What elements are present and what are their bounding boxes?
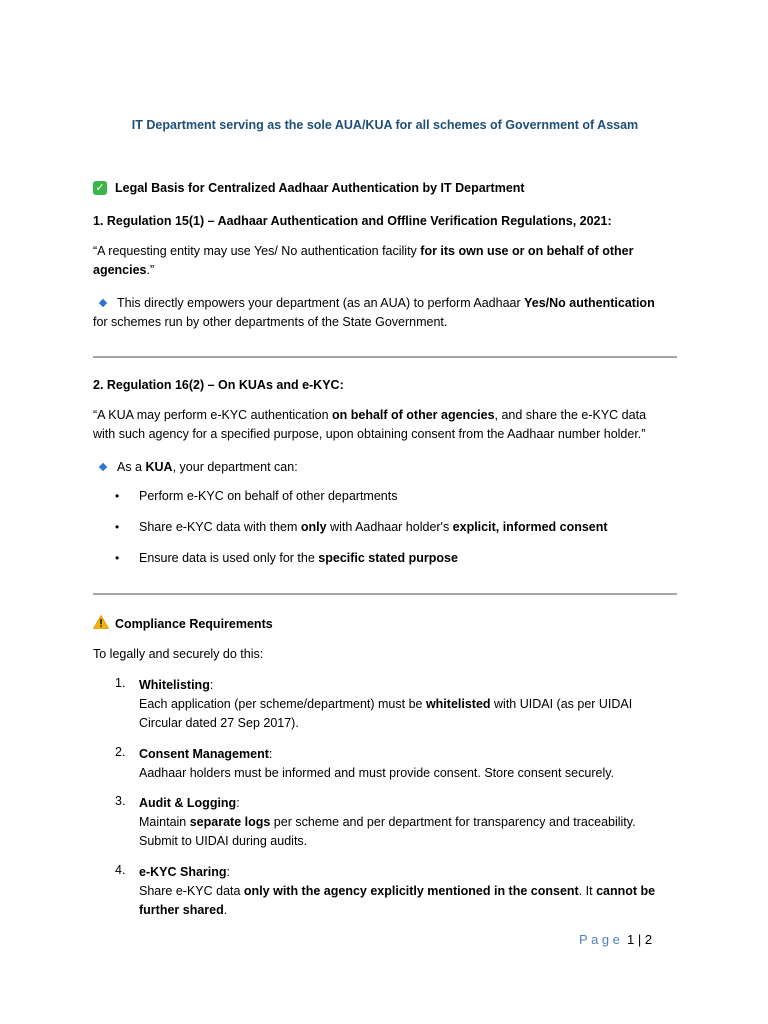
document-title: IT Department serving as the sole AUA/KUA for all schemes of Government of Assam (131, 118, 639, 132)
list-item: • Perform e-KYC on behalf of other departments (115, 489, 398, 503)
legal-basis-heading-text: Legal Basis for Centralized Aadhaar Authentication by IT Department (115, 181, 525, 195)
compliance-item-whitelisting: Whitelisting: Each application (per scheme/department) must be whitelisted with UIDAI (as per UIDAI Circular dated 27 Sep 2017). (139, 678, 633, 730)
compliance-item-audit: Audit & Logging: Maintain separate logs per scheme and per department for transparency and traceability. Submit to UIDAI during audits. (139, 796, 636, 848)
list-item: • Ensure data is used only for the specific stated purpose (115, 551, 458, 565)
regulation-15-heading: 1. Regulation 15(1) – Aadhaar Authentication and Offline Verification Regulations, 2021: (93, 214, 612, 228)
page-footer (579, 932, 652, 947)
warning-icon (93, 615, 109, 632)
compliance-item-consent: Consent Management: Aadhaar holders must be informed and must provide consent. Store consent securely. (139, 747, 615, 780)
legal-basis-heading (93, 181, 525, 195)
compliance-item-ekyc-sharing: e-KYC Sharing: Share e-KYC data only with the agency explicitly mentioned in the consent. It cannot be further shared. (139, 865, 656, 917)
regulation-15-quote: “A requesting entity may use Yes/ No authentication facility for its own use or on behalf of other agencies.” (93, 244, 634, 277)
bullet-dot-icon: • (115, 489, 120, 503)
diamond-bullet-icon (99, 463, 107, 471)
list-number: 2. (115, 745, 126, 759)
list-number: 3. (115, 794, 126, 808)
section-divider (93, 356, 677, 358)
diamond-bullet-icon (99, 299, 107, 307)
regulation-16-quote: “A KUA may perform e-KYC authentication on behalf of other agencies, and share the e-KYC data with such agency for a specified purpose, upon obtaining consent from the Aadhaar number holder.” (93, 408, 647, 441)
regulation-16-heading: 2. Regulation 16(2) – On KUAs and e-KYC: (93, 378, 344, 392)
list-number: 1. (115, 676, 126, 690)
page-number: 1 (627, 932, 635, 947)
bullet-dot-icon: • (115, 551, 120, 565)
compliance-intro: To legally and securely do this: (93, 647, 264, 661)
page-label: Page (579, 932, 624, 947)
page-total: 2 (644, 932, 653, 947)
regulation-15-note: This directly empowers your department (as an AUA) to perform Aadhaar Yes/No authentication for schemes run by other departments of the State Government. (93, 296, 655, 329)
compliance-heading: Compliance Requirements (93, 615, 273, 632)
list-item: • Share e-KYC data with them only with Aadhaar holder's explicit, informed consent (115, 520, 608, 534)
bullet-dot-icon: • (115, 520, 120, 534)
check-mark-icon: ✓ (93, 181, 107, 195)
page-separator: | (637, 932, 642, 947)
section-divider (93, 593, 677, 595)
list-number: 4. (115, 863, 126, 877)
regulation-16-note: As a KUA, your department can: (93, 458, 677, 477)
